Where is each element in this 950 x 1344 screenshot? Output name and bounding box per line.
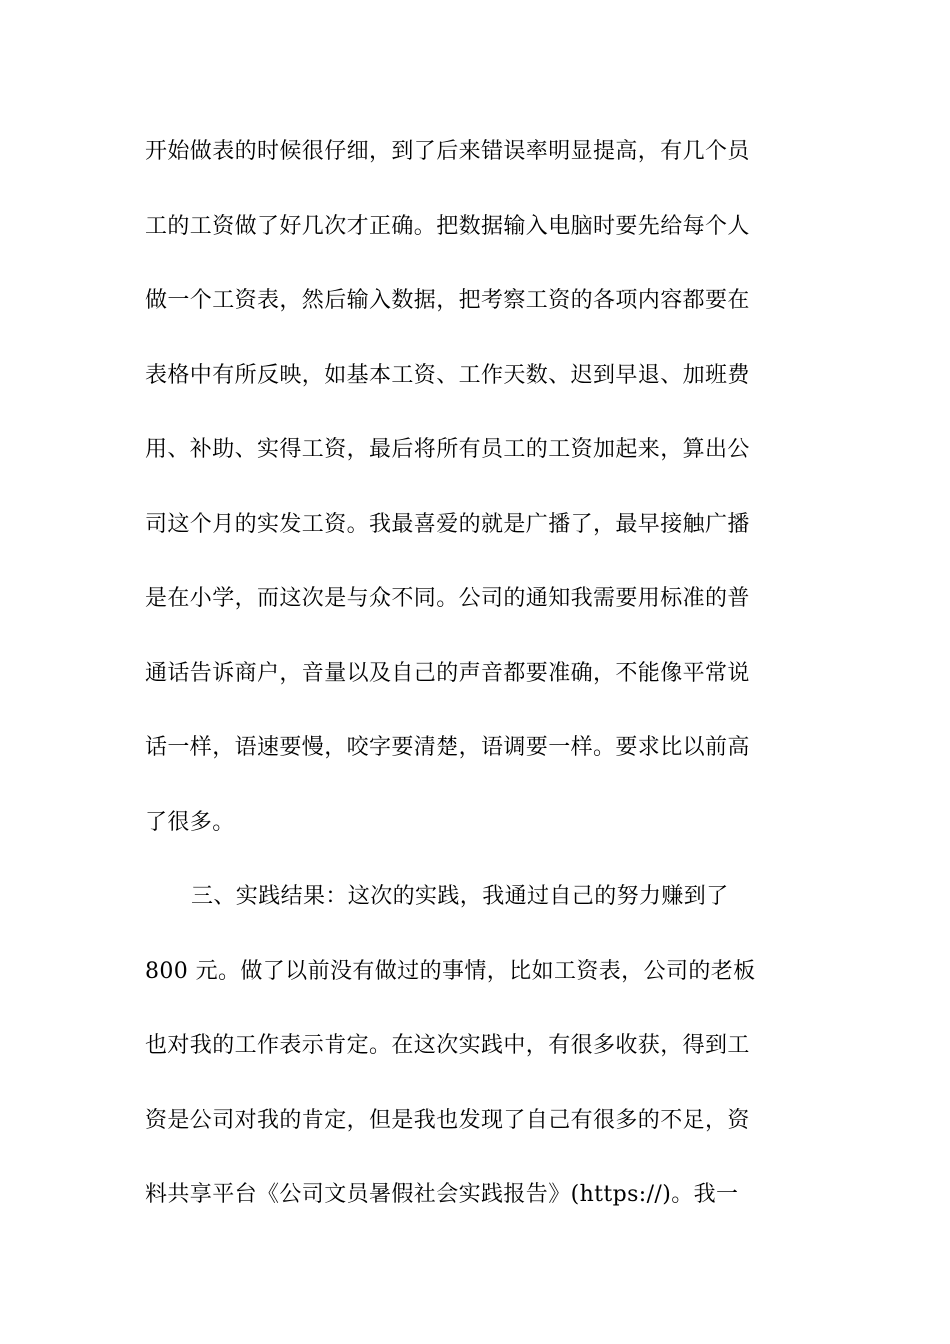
text-line: 800 元。做了以前没有做过的事情，比如工资表，公司的老板 (145, 958, 756, 984)
body-text (145, 120, 810, 1238)
text-line: 用、补助、实得工资，最后将所有员工的工资加起来，算出公 (145, 437, 750, 462)
text-line: 话一样，语速要慢，咬字要清楚，语调要一样。要求比以前高 (145, 735, 750, 760)
text-line: 做一个工资表，然后输入数据，把考察工资的各项内容都要在 (145, 288, 750, 313)
text-line: 资是公司对我的肯定，但是我也发现了自己有很多的不足，资 (145, 1107, 750, 1133)
text-line: 是在小学，而这次是与众不同。公司的通知我需要用标准的普 (145, 586, 750, 611)
text-line: 了很多。 (145, 809, 235, 835)
text-line: 表格中有所反映，如基本工资、工作天数、迟到早退、加班费 (145, 362, 750, 388)
text-line: 也对我的工作表示肯定。在这次实践中，有很多收获，得到工 (145, 1033, 750, 1058)
text-line: 通话告诉商户，音量以及自己的声音都要准确，不能像平常说 (145, 660, 750, 686)
section-heading-line: 三、实践结果：这次的实践，我通过自己的努力赚到了 (191, 884, 729, 909)
text-line: 开始做表的时候很仔细，到了后来错误率明显提高，有几个员 (145, 139, 750, 164)
text-line: 工的工资做了好几次才正确。把数据输入电脑时要先给每个人 (145, 213, 750, 239)
text-line: 司这个月的实发工资。我最喜爱的就是广播了，最早接触广播 (145, 511, 750, 537)
text-line: 料共享平台《公司文员暑假社会实践报告》(https://)。我一 (145, 1182, 739, 1207)
